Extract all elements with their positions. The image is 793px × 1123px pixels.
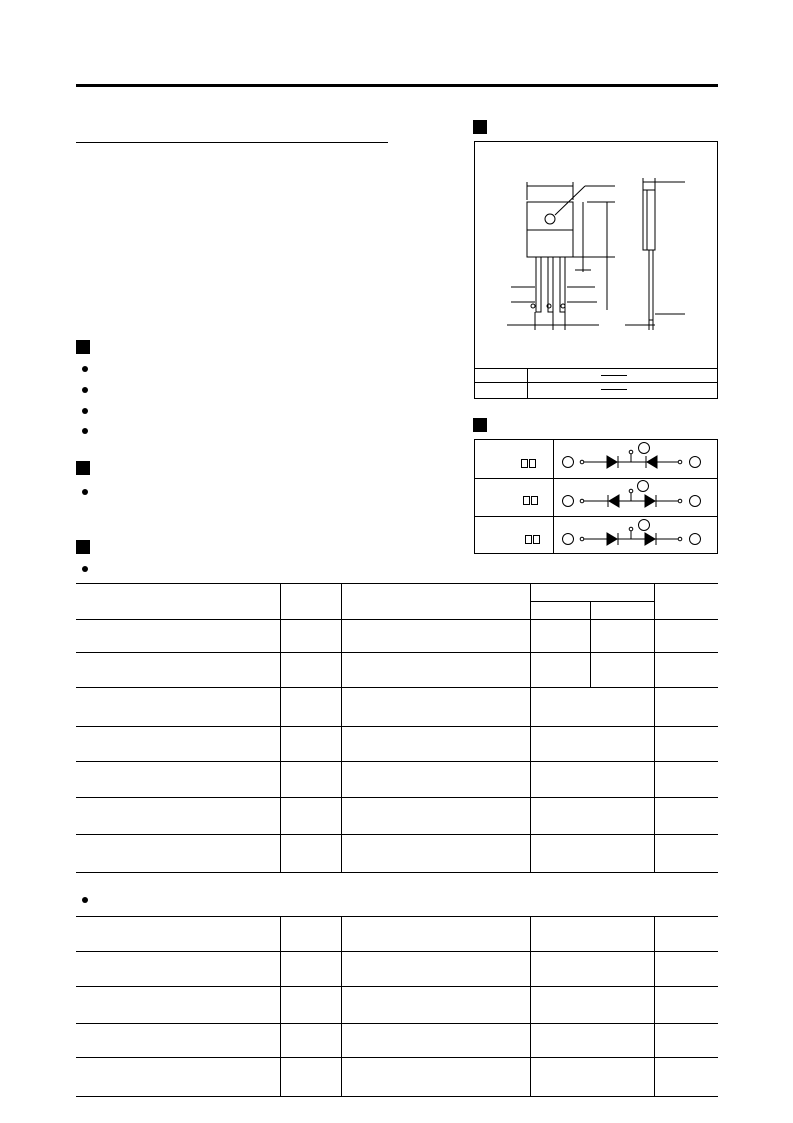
features-bullet — [82, 387, 88, 393]
config-code-2 — [523, 492, 539, 510]
table-col-divider — [341, 583, 342, 872]
outline-table-dash — [601, 375, 627, 376]
features-bullet — [82, 428, 88, 434]
table-col-divider — [280, 916, 281, 1096]
applications-section-marker — [76, 461, 90, 475]
table-col-divider — [280, 583, 281, 872]
table-row-rule — [76, 797, 718, 798]
header-rule — [76, 84, 718, 87]
table-col-divider — [590, 601, 591, 688]
diode-config-box — [474, 439, 718, 554]
table-row-rule — [76, 652, 718, 653]
diode-schematics — [554, 440, 718, 553]
title-underline — [76, 142, 388, 143]
ratings-table — [76, 583, 718, 874]
ratings-bullet — [82, 566, 88, 572]
table-col-divider — [654, 916, 655, 1096]
characteristics-table — [76, 916, 718, 1098]
table-bottom-rule — [76, 872, 718, 873]
outline-table-rule — [475, 368, 717, 369]
features-bullet — [82, 408, 88, 414]
table-top-rule — [76, 916, 718, 917]
features-bullet — [82, 366, 88, 372]
package-outline-drawing — [475, 142, 717, 398]
table-row-rule — [76, 619, 718, 620]
outline-table-divider — [527, 368, 528, 398]
table-col-divider — [654, 583, 655, 872]
features-section-marker — [76, 340, 90, 354]
table-row-rule — [76, 951, 718, 952]
table-row-rule — [76, 1023, 718, 1024]
table-bottom-rule — [76, 1096, 718, 1097]
table-row-rule — [76, 761, 718, 762]
table-col-divider — [530, 916, 531, 1096]
table-col-divider — [341, 916, 342, 1096]
outline-table-dash — [601, 389, 627, 390]
table-row-rule — [76, 1057, 718, 1058]
ratings-section-marker — [76, 540, 90, 554]
table-row-rule — [76, 687, 718, 688]
outline-table-rule — [475, 382, 717, 383]
table-col-divider — [530, 583, 531, 872]
table-subheader-rule — [530, 601, 654, 602]
config-code-1 — [521, 455, 537, 473]
applications-bullet — [82, 489, 88, 495]
outline-section-marker — [473, 120, 487, 134]
table-row-rule — [76, 726, 718, 727]
outline-drawing-box — [474, 141, 718, 399]
table-top-rule — [76, 583, 718, 584]
config-code-3 — [525, 531, 541, 549]
ratings-bullet — [82, 897, 88, 903]
table-row-rule — [76, 986, 718, 987]
table-row-rule — [76, 834, 718, 835]
config-section-marker — [473, 418, 487, 432]
